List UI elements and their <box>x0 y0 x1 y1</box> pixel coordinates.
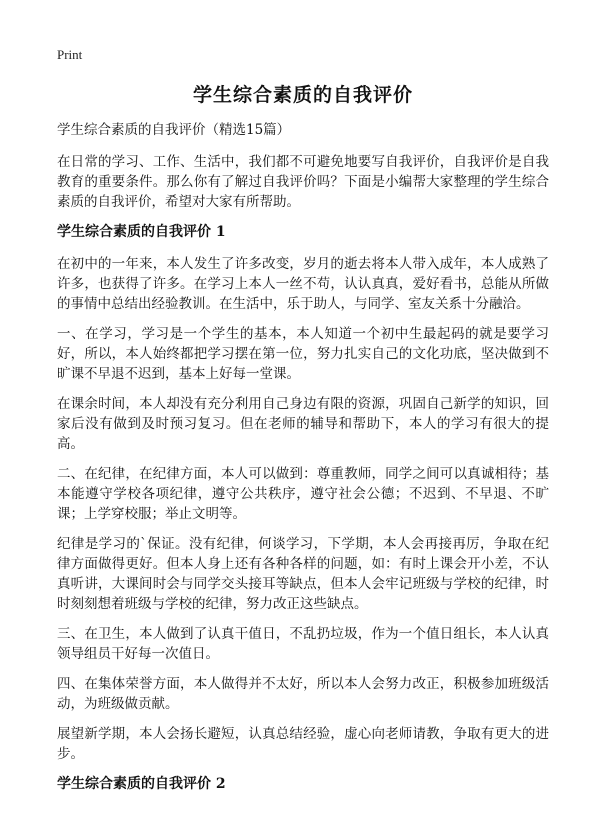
document-body <box>57 120 549 806</box>
section1-paragraph-1: 在初中的一年来，本人发生了许多改变，岁月的逝去将本人带入成年，本人成熟了许多，也获得了许多。在学习上本人一丝不苟，认认真真，爱好看书，总能从所做的事情中总结出经验教训。在生活中，乐于助人，与同学、室友关系十分融洽。 <box>57 256 549 312</box>
section1-paragraph-3: 在课余时间，本人却没有充分利用自己身边有限的资源，巩固自己新学的知识，回家后没有做到及时预习复习。但在老师的辅导和帮助下，本人的学习有很大的提高。 <box>57 396 549 452</box>
section1-paragraph-6: 三、在卫生，本人做到了认真干值日，不乱扔垃圾，作为一个值日组长，本人认真领导组员干好每一次值日。 <box>57 626 549 662</box>
section1-paragraph-2: 一、在学习，学习是一个学生的基本，本人知道一个初中生最起码的就是要学习好，所以，本人始终都把学习摆在第一位，努力扎实自己的文化功底，坚决做到不旷课不早退不迟到，基本上好每一堂课。 <box>57 326 549 382</box>
section1-paragraph-7: 四、在集体荣誉方面，本人做得并不太好，所以本人会努力改正，积极参加班级活动，为班级做贡献。 <box>57 676 549 712</box>
intro-paragraph: 在日常的学习、工作、生活中，我们都不可避免地要写自我评价，自我评价是自我教育的重要条件。那么你有了解过自我评价吗？下面是小编帮大家整理的学生综合素质的自我评价，希望对大家有所帮助。 <box>57 154 549 210</box>
section-heading-2: 学生综合素质的自我评价 2 <box>57 776 226 792</box>
section1-paragraph-4: 二、在纪律，在纪律方面，本人可以做到：尊重教师，同学之间可以真诚相待；基本能遵守学校各项纪律，遵守公共秩序，遵守社会公德；不迟到、不早退、不旷课；上学穿校服；举止文明等。 <box>57 466 549 522</box>
section1-paragraph-8: 展望新学期，本人会扬长避短，认真总结经验，虚心向老师请教，争取有更大的进步。 <box>57 726 549 762</box>
section-heading-1: 学生综合素质的自我评价 1 <box>57 224 226 240</box>
document-subtitle: 学生综合素质的自我评价（精选15篇） <box>57 122 291 138</box>
page-title: 学生综合素质的自我评价 <box>192 84 413 106</box>
section1-paragraph-5: 纪律是学习的`保证。没有纪律，何谈学习，下学期，本人会再接再厉，争取在纪律方面做得更好。但本人身上还有各种各样的问题，如：有时上课会开小差，不认真听讲，大课间时会与同学交头接耳等缺点，但本人会牢记班级与学校的纪律，时时刻刻想着班级与学校的纪律，努力改正这些缺点。 <box>57 536 549 612</box>
print-link[interactable]: Print <box>57 47 83 62</box>
